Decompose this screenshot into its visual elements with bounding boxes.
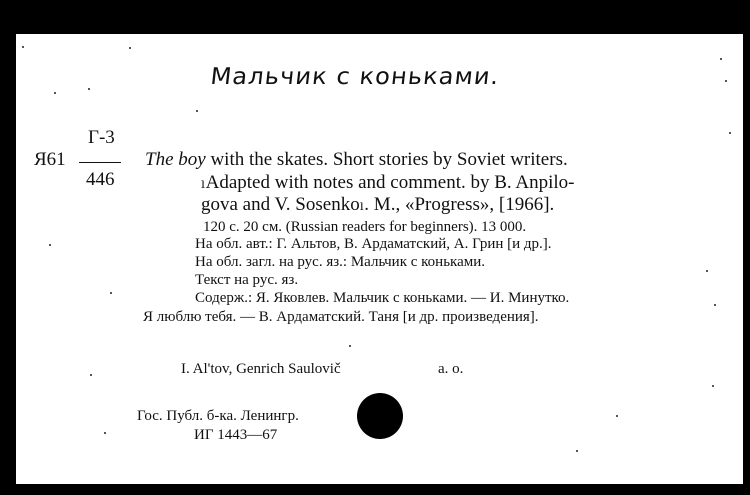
ink-stamp [357,393,403,439]
card-speck [714,304,716,306]
card-speck [54,92,56,94]
call-number-rule [79,162,121,163]
library-name: Гос. Публ. б-ка. Ленингр. [137,408,299,424]
entry-line-3: gova and V. Sosenkoₗ. M., «Progress», [1966]. [201,194,555,215]
collation-line: 120 с. 20 см. (Russian readers for beginners). 13 000. [203,219,527,235]
card-speck [110,292,112,294]
cover-authors-note: На обл. авт.: Г. Альтов, В. Ардаматский, А. Грин [и др.]. [195,236,552,252]
card-speck [706,270,708,272]
card-speck [349,345,351,347]
card-speck [576,450,578,452]
entry-title-word: The boy [145,149,206,170]
card-speck [90,374,92,376]
card-speck [720,58,722,60]
card-speck [88,88,90,90]
tracing-suffix: a. o. [438,361,464,377]
card-speck [129,47,131,49]
card-number: ИГ 1443—67 [194,427,278,443]
contents-note-line-2: Я люблю тебя. — В. Ардаматский. Таня [и др. произведения]. [143,309,539,325]
entry-line-2: ₗAdapted with notes and comment. by B. Anpilo- [201,172,575,193]
card-speck [729,132,731,134]
card-speck [196,110,198,112]
tracing-name: I. Al'tov, Genrich Saulovič [181,361,341,377]
entry-line-1 [145,150,568,169]
card-speck [104,432,106,434]
entry-title-rest: with the skates. Short stories by Soviet writers. [205,149,568,170]
contents-note-line-1: Содерж.: Я. Яковлев. Мальчик с коньками. — И. Минутко. [195,290,570,306]
handwritten-title: Мальчик с коньками. [209,64,501,90]
call-number-top: Г-3 [88,127,115,148]
card-speck [616,415,618,417]
text-language-note: Текст на рус. яз. [195,272,299,288]
card-speck [725,80,727,82]
call-number-left: Я61 [34,149,66,170]
card-speck [22,46,24,48]
card-speck [712,385,714,387]
call-number-bottom: 446 [86,169,115,190]
cover-title-note: На обл. загл. на рус. яз.: Мальчик с коньками. [195,254,486,270]
card-speck [49,244,51,246]
catalog-card [16,34,743,484]
